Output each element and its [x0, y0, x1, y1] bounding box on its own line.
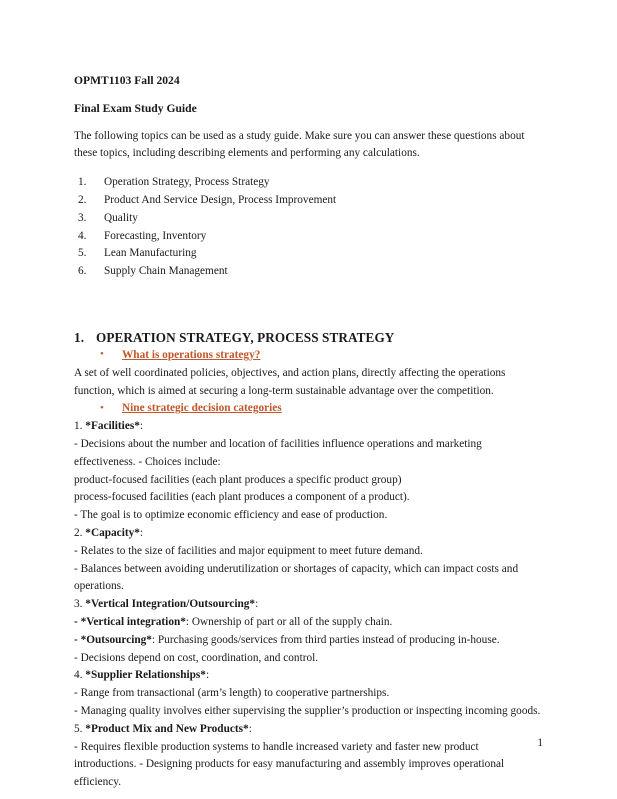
category-title: *Capacity*	[85, 526, 140, 539]
category-line	[74, 614, 543, 632]
category-colon: :	[205, 669, 210, 682]
list-item-number: 5.	[78, 247, 87, 260]
list-item	[74, 228, 543, 246]
spacer	[74, 163, 543, 174]
spacer	[74, 118, 543, 128]
question-bullet-1-label: What is operations strategy?	[122, 348, 261, 361]
category-number: 3.	[74, 598, 86, 611]
list-item-label: Forecasting, Inventory	[104, 229, 207, 242]
answer-paragraph-1: A set of well coordinated policies, objectives, and action plans, directly affecting the operations function, which is aimed at securing a long-term sustainable advantage over the competition.	[74, 366, 506, 397]
category-title: *Product Mix and New Products*	[85, 722, 249, 735]
list-item-number: 2.	[78, 193, 87, 206]
bullet-dot-icon: •	[100, 348, 104, 361]
question-bullet-2	[74, 400, 543, 418]
bullet-dot-icon: •	[100, 401, 104, 414]
category-line: - Relates to the size of facilities and major equipment to meet future demand.	[74, 544, 423, 557]
list-item-number: 3.	[78, 211, 87, 224]
question-bullet-1	[74, 347, 543, 365]
list-item-label: Supply Chain Management	[104, 265, 228, 278]
category-line: - The goal is to optimize economic efficiency and ease of production.	[74, 509, 388, 522]
category-colon: :	[139, 420, 144, 433]
category-line: process-focused facilities (each plant produces a component of a product).	[74, 491, 410, 504]
category-colon: :	[255, 598, 259, 611]
category-line-bold: - *Outsourcing*	[74, 633, 152, 646]
intro-paragraph: The following topics can be used as a study guide. Make sure you can answer these questions about these topics, including describing elements and performing any calculations.	[74, 129, 525, 160]
topic-list	[74, 174, 543, 281]
category-number: 2.	[74, 526, 86, 539]
category-line: - Managing quality involves either supervising the supplier’s production or inspecting incoming goods.	[74, 704, 541, 717]
category-heading	[74, 596, 543, 614]
category-line-rest: : Ownership of part or all of the supply chain.	[185, 615, 393, 628]
list-item-label: Quality	[104, 211, 138, 224]
category-heading	[74, 418, 543, 436]
category-line-rest: - Decisions depend on cost, coordination, and control.	[74, 651, 319, 664]
list-item	[74, 263, 543, 281]
document-title: Final Exam Study Guide	[74, 101, 197, 115]
category-number: 4.	[74, 669, 86, 682]
category-line: - Range from transactional (arm’s length) to cooperative partnerships.	[74, 687, 390, 700]
list-item-label: Lean Manufacturing	[104, 247, 197, 260]
section-heading	[74, 328, 543, 347]
list-item	[74, 210, 543, 228]
spacer	[74, 281, 543, 311]
list-item-number: 1.	[78, 176, 87, 189]
list-item	[74, 174, 543, 192]
document-body	[74, 72, 543, 792]
list-item	[74, 245, 543, 263]
category-line: - Balances between avoiding underutilization or shortages of capacity, which can impact costs and operations.	[74, 562, 519, 593]
list-item-number: 4.	[78, 229, 87, 242]
category-heading	[74, 525, 543, 543]
page-number: 1	[537, 737, 543, 749]
category-line-bold: - *Vertical integration*	[74, 615, 186, 628]
list-item-label: Operation Strategy, Process Strategy	[104, 176, 270, 189]
category-line: product-focused facilities (each plant produces a specific product group)	[74, 473, 402, 486]
category-heading	[74, 667, 543, 685]
list-item-number: 6.	[78, 265, 87, 278]
course-line: OPMT1103 Fall 2024	[74, 74, 180, 87]
category-line	[74, 650, 543, 668]
category-line	[74, 632, 543, 650]
category-heading	[74, 721, 543, 739]
category-line-rest: : Purchasing goods/services from third parties instead of producing in-house.	[151, 633, 500, 646]
list-item	[74, 192, 543, 210]
category-colon: :	[139, 526, 144, 539]
category-title: *Supplier Relationships*	[85, 669, 206, 682]
section-number: 1.	[74, 329, 85, 345]
category-title: *Vertical Integration/Outsourcing*	[85, 598, 256, 611]
list-item-label: Product And Service Design, Process Improvement	[104, 193, 337, 206]
category-number: 1.	[74, 420, 86, 433]
category-line: - Decisions about the number and location of facilities influence operations and marketing effectiveness. - Choices include:	[74, 437, 482, 468]
spacer	[74, 90, 543, 100]
category-colon: :	[248, 722, 252, 735]
question-bullet-2-label: Nine strategic decision categories	[122, 402, 282, 415]
category-line: - Requires flexible production systems to handle increased variety and faster new product introductions. - Designing products for easy manufacturing and assembly improves operational efficiency.	[74, 740, 505, 789]
category-number: 5.	[74, 722, 86, 735]
spacer	[74, 311, 543, 328]
category-title: *Facilities*	[85, 420, 140, 433]
section-heading-text: OPERATION STRATEGY, PROCESS STRATEGY	[96, 329, 395, 345]
